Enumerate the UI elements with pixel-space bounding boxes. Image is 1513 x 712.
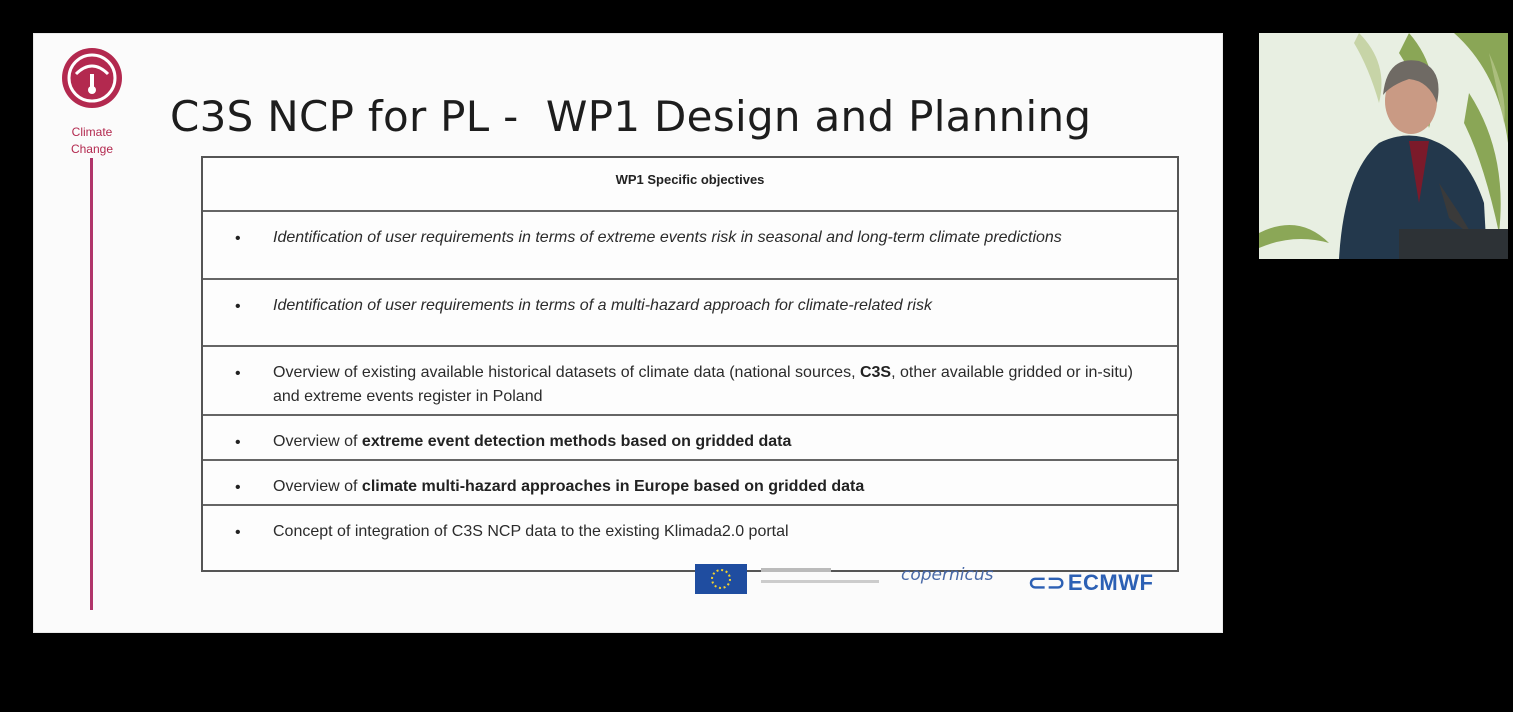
row-text-bold: climate multi-hazard approaches in Europe based on gridded data: [361, 478, 865, 495]
table-header-label: WP1 Specific objectives: [615, 172, 765, 187]
row-text-part: Overview of: [273, 478, 362, 495]
eu-funding-note: [761, 564, 891, 583]
row-text: Identification of user requirements in terms of a multi-hazard approach for climate-related risk: [273, 297, 932, 314]
table-row: [203, 416, 1177, 461]
row-text: Concept of integration of C3S NCP data to the existing Klimada2.0 portal: [273, 523, 789, 540]
bullet-icon: •: [235, 524, 241, 541]
row-text-bold: C3S: [859, 364, 892, 381]
table-row: [203, 212, 1177, 280]
logo-label: [56, 124, 128, 158]
ecmwf-label: ECMWF: [1067, 570, 1154, 595]
table-row: [203, 280, 1177, 347]
thermometer-icon: [56, 46, 128, 110]
row-text: [273, 475, 1151, 499]
ecmwf-logo: [1028, 570, 1153, 596]
ecmwf-mark-icon: ⊂⊃: [1028, 570, 1066, 595]
table-row: [203, 461, 1177, 506]
logo-label-line-1: Climate: [71, 125, 113, 139]
table-row: [203, 347, 1177, 416]
bullet-icon: •: [235, 479, 241, 496]
logo-label-line-2: Change: [70, 142, 114, 156]
bullet-icon: •: [235, 298, 241, 315]
presentation-slide: [33, 33, 1223, 633]
row-text-part: Overview of: [273, 433, 362, 450]
row-text: [273, 361, 1151, 409]
speaker-video: [1259, 33, 1508, 259]
table-header: [203, 158, 1177, 212]
bullet-icon: •: [235, 434, 241, 451]
table-row: [203, 506, 1177, 572]
row-text-bold: extreme event detection methods based on gridded data: [361, 433, 792, 450]
row-text-part: Overview of existing available historical datasets of climate data (national sources,: [273, 364, 860, 381]
eu-flag-icon: [695, 564, 747, 594]
speaker-video-frame: [1259, 33, 1508, 259]
objectives-table: [201, 156, 1179, 572]
row-text: [273, 430, 1151, 454]
row-text: Identification of user requirements in terms of extreme events risk in seasonal and long-term climate predictions: [273, 229, 1062, 246]
climate-change-logo: [56, 46, 128, 156]
bullet-icon: •: [235, 230, 241, 247]
copernicus-logo: copernicus: [901, 565, 994, 585]
row-text-part: , other available gridded or in-situ) and extreme events register in Poland: [273, 364, 1133, 405]
slide-title: C3S NCP for PL - WP1 Design and Planning: [170, 92, 1092, 141]
bullet-icon: •: [235, 365, 241, 382]
accent-divider: [90, 158, 93, 610]
